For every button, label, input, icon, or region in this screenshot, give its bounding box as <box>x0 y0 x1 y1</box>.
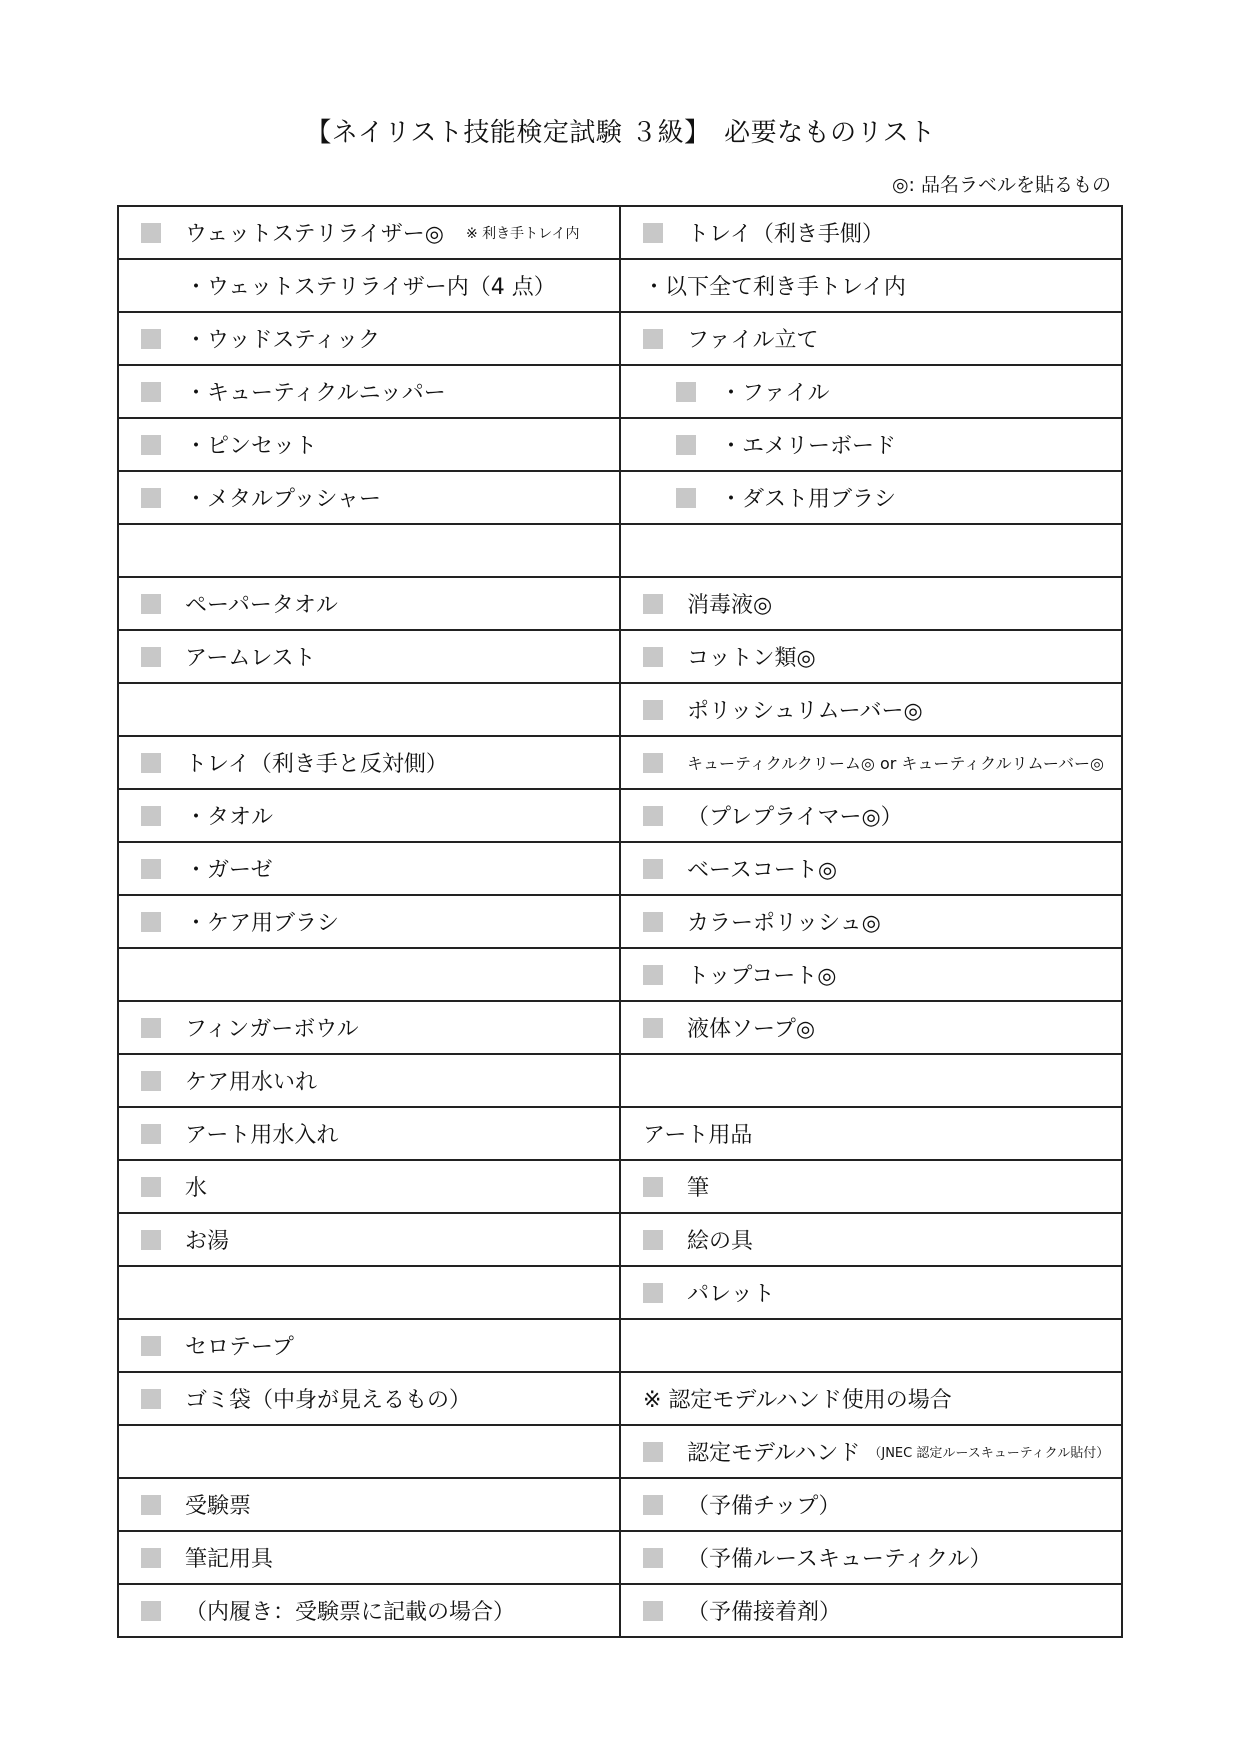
checkbox[interactable] <box>141 382 161 402</box>
table-row <box>118 1054 1122 1107</box>
item-label: ベースコート◎ <box>687 858 838 883</box>
checkbox[interactable] <box>141 223 161 243</box>
table-row <box>118 1266 1122 1319</box>
checkbox[interactable] <box>141 594 161 614</box>
list-cell <box>620 1372 1122 1425</box>
checkbox[interactable] <box>141 1548 161 1568</box>
item-label: 筆記用具 <box>185 1547 274 1572</box>
item-label: ・ピンセット <box>185 434 318 459</box>
list-cell <box>118 1319 620 1372</box>
checkbox[interactable] <box>643 806 663 826</box>
table-row <box>118 312 1122 365</box>
checkbox[interactable] <box>141 912 161 932</box>
item-label: ファイル立て <box>687 328 819 353</box>
list-cell <box>620 630 1122 683</box>
checkbox[interactable] <box>643 859 663 879</box>
table-row <box>118 1107 1122 1160</box>
checkbox[interactable] <box>141 329 161 349</box>
item-label: （予備ルースキューティクル） <box>687 1547 992 1572</box>
list-cell <box>118 1266 620 1319</box>
list-cell <box>620 1478 1122 1531</box>
checkbox[interactable] <box>643 965 663 985</box>
list-cell <box>118 1001 620 1054</box>
list-cell <box>118 418 620 471</box>
checkbox[interactable] <box>141 647 161 667</box>
item-note: ※ 利き手トレイ内 <box>466 225 580 242</box>
item-note: （JNEC 認定ルースキューティクル貼付） <box>868 1446 1110 1461</box>
table-row <box>118 1478 1122 1531</box>
item-label: トレイ（利き手と反対側） <box>185 752 448 777</box>
item-label: （予備チップ） <box>687 1494 841 1519</box>
list-cell <box>118 1107 620 1160</box>
item-label: （プレプライマー◎） <box>687 805 903 830</box>
checkbox[interactable] <box>676 382 696 402</box>
list-cell <box>118 683 620 736</box>
list-cell <box>118 365 620 418</box>
checkbox[interactable] <box>141 1018 161 1038</box>
list-cell <box>118 736 620 789</box>
checkbox[interactable] <box>643 594 663 614</box>
checkbox[interactable] <box>643 1018 663 1038</box>
checkbox[interactable] <box>141 1601 161 1621</box>
list-cell <box>620 1584 1122 1637</box>
table-row <box>118 736 1122 789</box>
item-label: ペーパータオル <box>185 593 338 618</box>
checkbox[interactable] <box>643 223 663 243</box>
checkbox[interactable] <box>141 1336 161 1356</box>
list-cell <box>620 1531 1122 1584</box>
item-label: カラーポリッシュ◎ <box>687 911 881 936</box>
table-row <box>118 842 1122 895</box>
checkbox[interactable] <box>676 435 696 455</box>
checkbox[interactable] <box>141 859 161 879</box>
checkbox[interactable] <box>141 753 161 773</box>
checkbox[interactable] <box>141 1124 161 1144</box>
table-row <box>118 577 1122 630</box>
list-cell <box>118 1213 620 1266</box>
checkbox[interactable] <box>141 1071 161 1091</box>
page-title: 【ネイリスト技能検定試験 ３級】 必要なものリスト <box>305 118 936 148</box>
list-cell <box>620 789 1122 842</box>
table-row <box>118 948 1122 1001</box>
checkbox[interactable] <box>643 1601 663 1621</box>
list-cell <box>620 577 1122 630</box>
item-label: トレイ（利き手側） <box>687 222 884 247</box>
list-cell <box>620 1054 1122 1107</box>
list-cell <box>118 1531 620 1584</box>
table-row <box>118 630 1122 683</box>
list-cell <box>118 1425 620 1478</box>
table-row <box>118 206 1122 259</box>
item-label: パレット <box>687 1282 775 1307</box>
item-label: キューティクルクリーム◎ or キューティクルリムーバー◎ <box>687 754 1105 773</box>
table-row <box>118 365 1122 418</box>
item-label: ※ 認定モデルハンド使用の場合 <box>643 1388 952 1413</box>
item-label: （予備接着剤） <box>687 1600 842 1625</box>
item-label: 水 <box>185 1176 208 1201</box>
item-label: セロテープ <box>185 1335 294 1360</box>
item-label: アート用品 <box>643 1123 753 1148</box>
checkbox[interactable] <box>141 488 161 508</box>
list-cell <box>118 312 620 365</box>
item-label: （内履き：受験票に記載の場合） <box>185 1600 516 1625</box>
item-label: ・ウッドスティック <box>185 328 381 353</box>
item-label: ・エメリーボード <box>720 434 897 459</box>
checkbox[interactable] <box>643 1548 663 1568</box>
list-cell <box>118 259 620 312</box>
list-cell <box>118 895 620 948</box>
checkbox[interactable] <box>643 1230 663 1250</box>
list-cell <box>620 259 1122 312</box>
item-label: アームレスト <box>185 646 316 671</box>
table-row <box>118 1531 1122 1584</box>
item-label: ・メタルプッシャー <box>185 487 382 512</box>
list-cell <box>620 1319 1122 1372</box>
table-row <box>118 418 1122 471</box>
list-cell <box>620 471 1122 524</box>
checkbox[interactable] <box>141 1495 161 1515</box>
item-label: ・ガーゼ <box>185 858 273 883</box>
table-row <box>118 1160 1122 1213</box>
checkbox[interactable] <box>676 488 696 508</box>
list-cell <box>620 895 1122 948</box>
list-cell <box>620 683 1122 736</box>
list-cell <box>620 418 1122 471</box>
list-cell <box>620 842 1122 895</box>
checkbox[interactable] <box>643 1283 663 1303</box>
checkbox[interactable] <box>643 700 663 720</box>
list-cell <box>118 1160 620 1213</box>
item-label: ・ファイル <box>720 381 830 406</box>
checkbox[interactable] <box>643 647 663 667</box>
checklist-table <box>117 205 1123 1638</box>
list-cell <box>620 948 1122 1001</box>
checkbox[interactable] <box>141 806 161 826</box>
item-label: ウェットステリライザー◎ <box>185 222 444 247</box>
table-row <box>118 789 1122 842</box>
table-row <box>118 1372 1122 1425</box>
list-cell <box>118 789 620 842</box>
list-cell <box>118 1054 620 1107</box>
list-cell <box>620 1266 1122 1319</box>
list-cell <box>118 630 620 683</box>
item-label: 認定モデルハンド <box>687 1441 861 1466</box>
list-cell <box>620 365 1122 418</box>
list-cell <box>620 1001 1122 1054</box>
checkbox[interactable] <box>643 753 663 773</box>
item-label: ・ケア用ブラシ <box>185 911 340 936</box>
list-cell <box>620 1107 1122 1160</box>
item-label: ・キューティクルニッパー <box>185 381 446 406</box>
table-row <box>118 524 1122 577</box>
item-label: ケア用水いれ <box>185 1070 318 1095</box>
table-row <box>118 1213 1122 1266</box>
checkbox[interactable] <box>643 1442 663 1462</box>
list-cell <box>118 948 620 1001</box>
item-label: コットン類◎ <box>687 646 816 671</box>
checkbox[interactable] <box>643 1495 663 1515</box>
list-cell <box>620 206 1122 259</box>
item-label: ゴミ袋（中身が見えるもの） <box>185 1388 472 1413</box>
list-cell <box>118 1372 620 1425</box>
checkbox[interactable] <box>643 912 663 932</box>
list-cell <box>118 471 620 524</box>
list-cell <box>118 842 620 895</box>
list-cell <box>118 577 620 630</box>
item-label: 受験票 <box>185 1494 252 1519</box>
table-row <box>118 683 1122 736</box>
checkbox[interactable] <box>141 1230 161 1250</box>
list-cell <box>620 524 1122 577</box>
item-label: 絵の具 <box>687 1229 754 1254</box>
list-cell <box>118 1478 620 1531</box>
list-cell <box>620 736 1122 789</box>
item-label: お湯 <box>185 1229 230 1254</box>
list-cell <box>118 524 620 577</box>
item-label: ・ウェットステリライザー内（4 点） <box>185 275 556 300</box>
list-cell <box>620 1425 1122 1478</box>
list-cell <box>620 1213 1122 1266</box>
item-label: ・ダスト用ブラシ <box>720 487 897 512</box>
checkbox[interactable] <box>643 1177 663 1197</box>
item-label: ポリッシュリムーバー◎ <box>687 699 923 724</box>
list-cell <box>620 1160 1122 1213</box>
item-label: 筆 <box>687 1176 710 1201</box>
table-row <box>118 471 1122 524</box>
checkbox[interactable] <box>141 1389 161 1409</box>
table-row <box>118 895 1122 948</box>
list-cell <box>620 312 1122 365</box>
item-label: 液体ソープ◎ <box>687 1017 816 1042</box>
list-cell <box>118 1584 620 1637</box>
table-row <box>118 259 1122 312</box>
list-cell <box>118 206 620 259</box>
table-row <box>118 1425 1122 1478</box>
table-row <box>118 1319 1122 1372</box>
checkbox[interactable] <box>141 1177 161 1197</box>
item-label: トップコート◎ <box>687 964 837 989</box>
checkbox[interactable] <box>141 435 161 455</box>
checkbox[interactable] <box>643 329 663 349</box>
table-row <box>118 1001 1122 1054</box>
legend-note: ◎: 品名ラベルを貼るもの <box>891 174 1111 196</box>
item-label: 消毒液◎ <box>687 593 773 618</box>
item-label: アート用水入れ <box>185 1123 339 1148</box>
item-label: ・タオル <box>185 805 274 830</box>
item-label: フィンガーボウル <box>185 1017 359 1042</box>
table-row <box>118 1584 1122 1637</box>
item-label: ・以下全て利き手トレイ内 <box>643 275 906 300</box>
